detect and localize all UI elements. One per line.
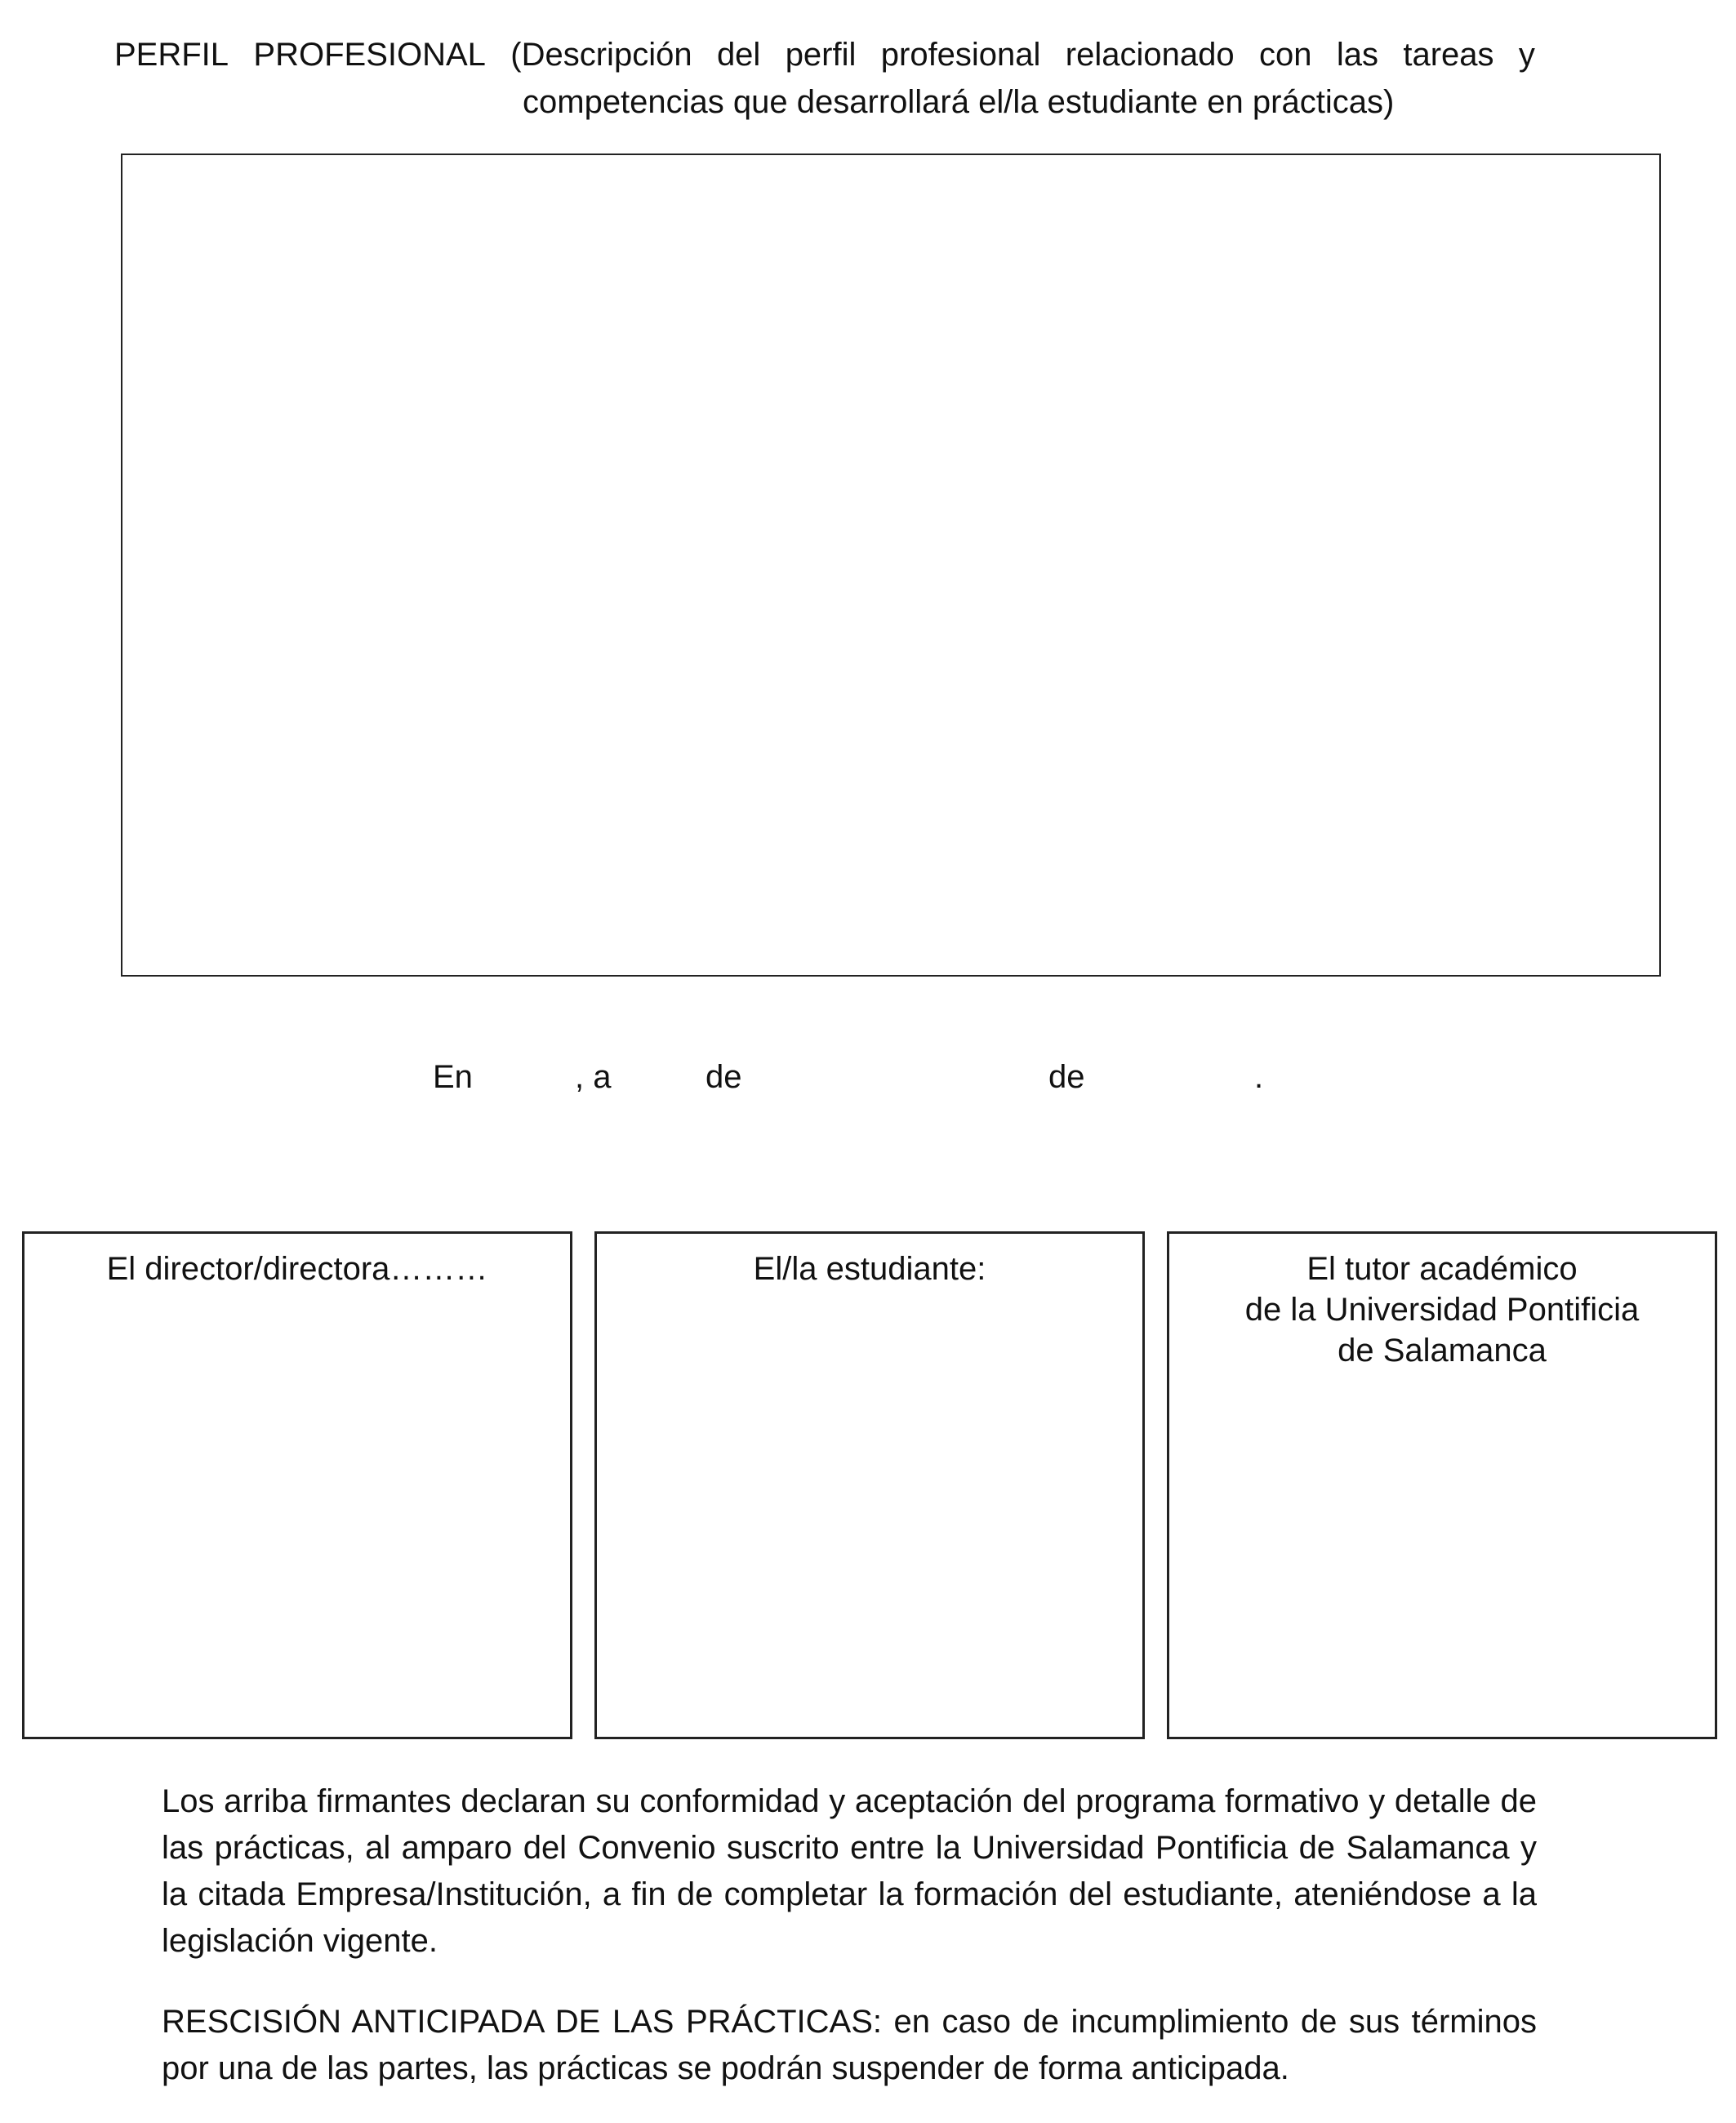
heading-word: profesional xyxy=(880,37,1041,73)
date-de-label-1: de xyxy=(706,1059,742,1095)
tutor-signature-box[interactable] xyxy=(1167,1231,1717,1739)
tutor-signature-label-line: de Salamanca xyxy=(1338,1333,1547,1369)
director-signature-box[interactable] xyxy=(22,1231,572,1739)
student-signature-box[interactable] xyxy=(594,1231,1145,1739)
date-en-label: En xyxy=(433,1059,473,1095)
heading-word: y xyxy=(1518,37,1535,73)
profile-heading-line-2: competencias que desarrollará el/la estudiante en prácticas) xyxy=(523,84,1395,120)
date-de-label-2: de xyxy=(1048,1059,1085,1095)
date-period: . xyxy=(1254,1059,1264,1095)
heading-word: (Descripción xyxy=(510,37,692,73)
heading-word: del xyxy=(716,37,761,73)
profile-heading-line-1 xyxy=(114,31,1535,78)
profile-heading xyxy=(114,31,1535,126)
heading-word: con xyxy=(1258,37,1312,73)
heading-word: perfil xyxy=(785,37,857,73)
heading-word: tareas xyxy=(1403,37,1494,73)
heading-word: relacionado xyxy=(1065,37,1235,73)
student-signature-label: El/la estudiante: xyxy=(753,1251,986,1287)
rescission-paragraph: RESCISIÓN ANTICIPADA DE LAS PRÁCTICAS: en caso de incumplimiento de sus términos por una de las partes, las prácticas se podrán suspender de forma anticipada. xyxy=(162,2004,1537,2086)
heading-word: las xyxy=(1336,37,1378,73)
date-a-label: , a xyxy=(575,1059,612,1095)
tutor-signature-label-line: de la Universidad Pontificia xyxy=(1244,1292,1640,1328)
conformity-paragraph: Los arriba firmantes declaran su conformidad y aceptación del programa formativo y detalle de las prácticas, al amparo del Convenio suscrito entre la Universidad Pontificia de Salamanca y la citada Empresa/Institución, a fin de completar la formación del estudiante, ateniéndose a la legislación vigente. xyxy=(162,1783,1537,1959)
profile-description-box[interactable] xyxy=(121,154,1661,977)
director-signature-label: El director/directora……… xyxy=(106,1251,488,1287)
heading-word: PERFIL xyxy=(114,37,229,73)
heading-word: PROFESIONAL xyxy=(253,37,486,73)
tutor-signature-label-line: El tutor académico xyxy=(1306,1251,1578,1287)
